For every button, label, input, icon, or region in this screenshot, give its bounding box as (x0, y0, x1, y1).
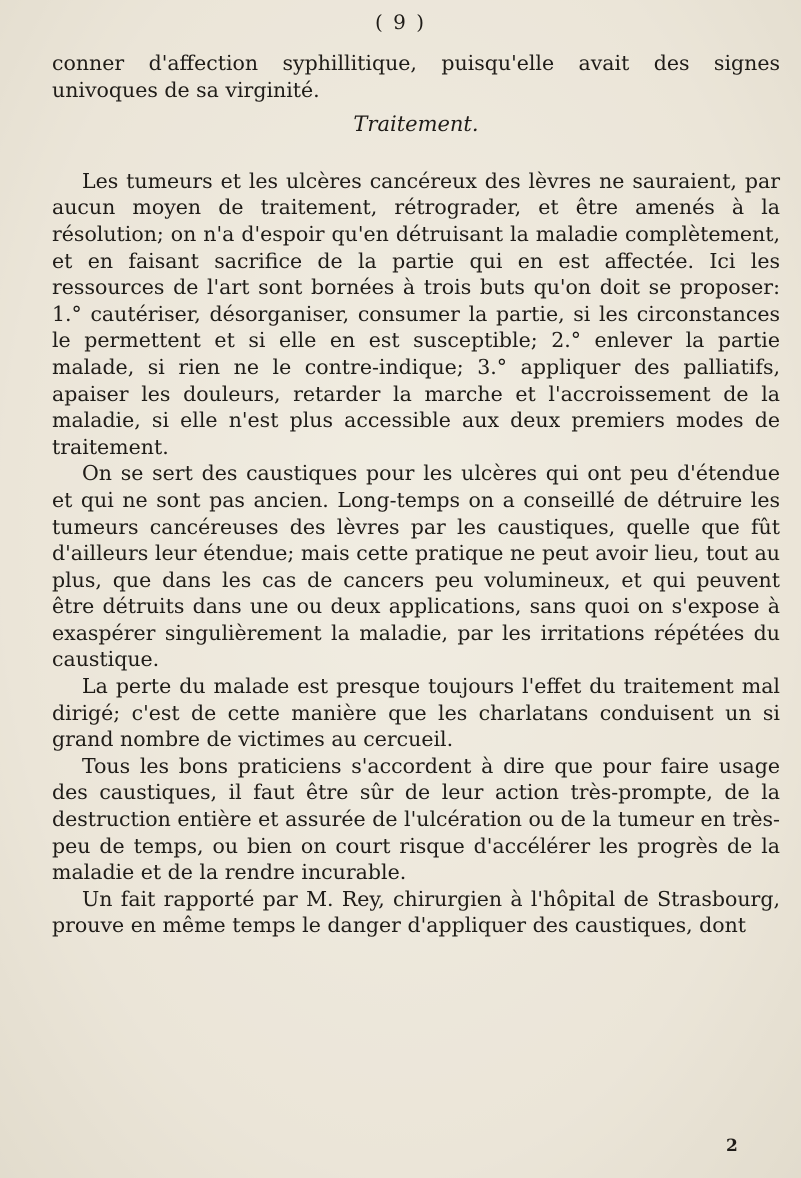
paragraph: Tous les bons praticiens s'accordent à dire que pour faire usage des caustiques, il faut être sûr de leur action très-prompte, de la destruction entière et assurée de l'ulcération ou de la tumeur en très-peu de temps, ou bien on court risque d'accélérer les progrès de la maladie et de la rendre incurable. (52, 753, 780, 885)
page-number: ( 9 ) (374, 10, 427, 34)
body-text (52, 50, 780, 939)
paragraph-continuation: conner d'affection syphillitique, puisqu'elle avait des signes univoques de sa virginité. (52, 51, 780, 102)
section-heading: Traitement. (353, 112, 479, 137)
paragraph: On se sert des caustiques pour les ulcères qui ont peu d'étendue et qui ne sont pas ancien. Long-temps on a conseillé de détruire les tumeurs cancéreuses des lèvres par les caustiques, quelle que fût d'ailleurs leur étendue; mais cette pratique ne peut avoir lieu, tout au plus, que dans les cas de cancers peu volumineux, et qui peuvent être détruits dans une ou deux applications, sans quoi on s'expose à exaspérer singulièrement la maladie, par les irritations répétées du caustique. (52, 461, 780, 672)
paragraph: Les tumeurs et les ulcères cancéreux des lèvres ne sauraient, par aucun moyen de traitement, rétrograder, et être amenés à la résolution; on n'a d'espoir qu'en détruisant la maladie complètement, et en faisant sacrifice de la partie qui en est affectée. Ici les ressources de l'art sont bornées à trois buts qu'on doit se proposer: 1.° cautériser, désorganiser, consumer la partie, si les circonstances le permettent et si elle en est susceptible; 2.° enlever la partie malade, si rien ne le contre-indique; 3.° appliquer des palliatifs, apaiser les douleurs, retarder la marche et l'accroissement de la maladie, si elle n'est plus accessible aux deux premiers modes de traitement. (52, 168, 780, 459)
signature-mark: 2 (726, 1136, 738, 1156)
paragraph: Un fait rapporté par M. Rey, chirurgien à l'hôpital de Strasbourg, prouve en même temps le danger d'appliquer des caustiques, dont (52, 886, 780, 938)
paragraph: La perte du malade est presque toujours l'effet du traitement mal dirigé; c'est de cette manière que les charlatans conduisent un si grand nombre de victimes au cercueil. (52, 674, 780, 752)
